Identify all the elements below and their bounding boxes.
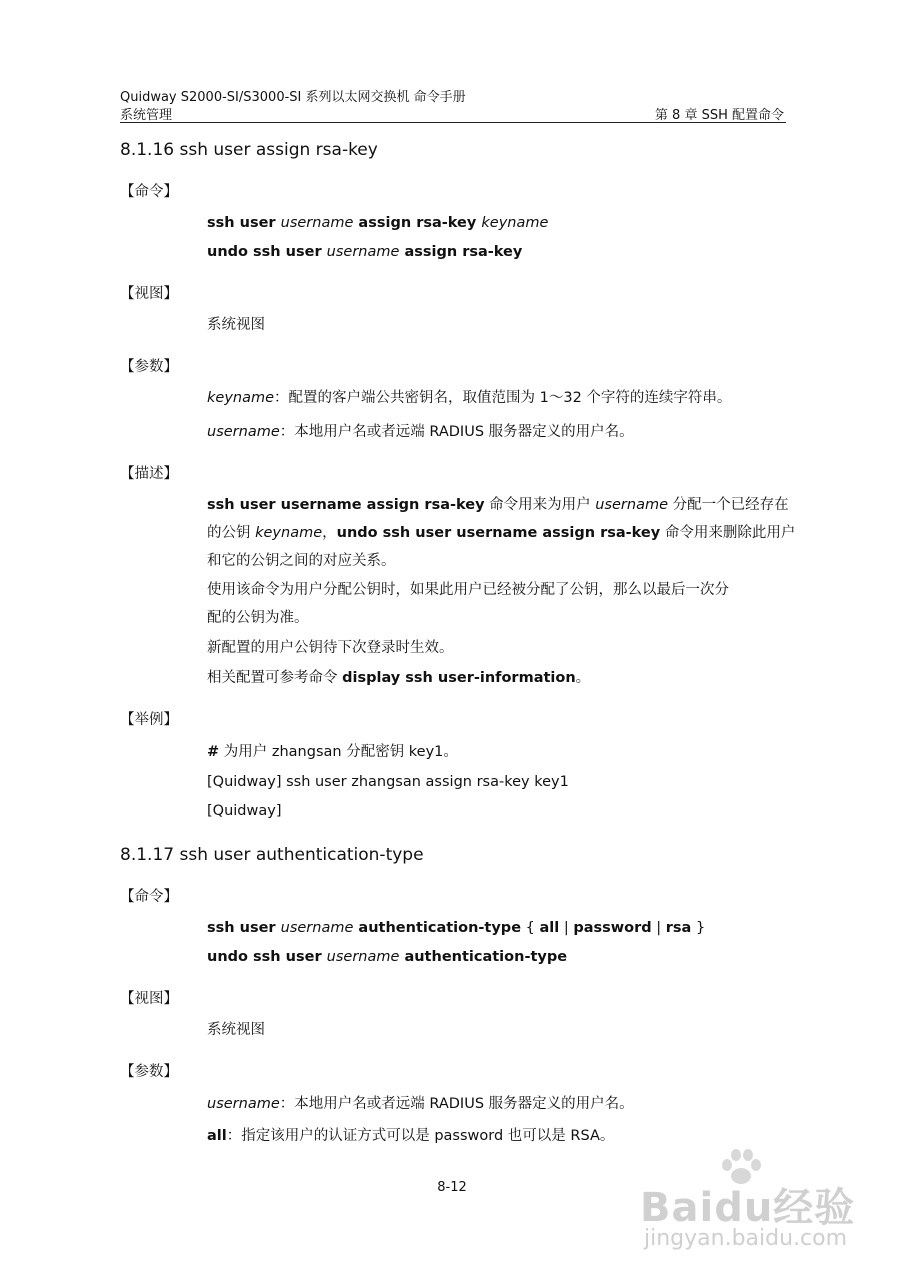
- param-key: username: [207, 424, 280, 440]
- param-text: ：指定该用户的认证方式可以是 password 也可以是 RSA。: [226, 1128, 615, 1144]
- cmd-brace: }: [691, 920, 706, 936]
- label-params: 【参数】: [120, 359, 178, 375]
- desc-line: [207, 519, 796, 548]
- desc-cmd: display ssh user-information: [342, 670, 576, 686]
- desc-cmd: ssh user username assign rsa-key: [207, 497, 485, 513]
- example-line: [Quidway] ssh user zhangsan assign rsa-key key1: [207, 774, 569, 790]
- cmd-sep: |: [559, 920, 574, 936]
- cmd-option: rsa: [665, 920, 692, 936]
- undo-command-syntax: [207, 238, 787, 267]
- watermark-logo: Baidu经验: [640, 1185, 856, 1231]
- param-text: ：配置的客户端公共密钥名，取值范围为 1～32 个字符的连续字符串。: [274, 390, 732, 406]
- header-rule: [120, 122, 786, 123]
- desc-text: 相关配置可参考命令: [207, 670, 343, 686]
- command-syntax: [207, 914, 787, 943]
- cmd-arg: username: [326, 244, 400, 260]
- example-comment: [207, 738, 787, 767]
- desc-arg: username: [595, 497, 669, 513]
- cmd-part: undo ssh user: [207, 949, 327, 965]
- cmd-part: authentication-type: [399, 949, 568, 965]
- cmd-arg: username: [280, 215, 354, 231]
- baidu-watermark: [640, 1148, 870, 1258]
- header-section: 系统管理: [120, 108, 173, 123]
- label-view: 【视图】: [120, 286, 178, 302]
- label-view: 【视图】: [120, 991, 178, 1007]
- param-key: keyname: [207, 390, 275, 406]
- param-text: ：本地用户名或者远端 RADIUS 服务器定义的用户名。: [279, 424, 634, 440]
- cmd-sep: |: [651, 920, 666, 936]
- undo-command-syntax: [207, 943, 787, 972]
- cmd-part: ssh user: [207, 920, 281, 936]
- cmd-part: authentication-type: [353, 920, 522, 936]
- section-title-8-1-16: 8.1.16 ssh user assign rsa-key: [120, 140, 378, 160]
- desc-line: 使用该命令为用户分配公钥时，如果此用户已经被分配了公钥，那么以最后一次分: [207, 582, 729, 598]
- desc-line: 和它的公钥之间的对应关系。: [207, 553, 396, 569]
- header-title: Quidway S2000-SI/S3000-SI 系列以太网交换机 命令手册: [120, 90, 466, 105]
- desc-line: 配的公钥为准。: [207, 610, 309, 626]
- watermark-url: jingyan.baidu.com: [644, 1226, 848, 1251]
- param-key: all: [207, 1128, 227, 1144]
- param-username: [207, 418, 787, 447]
- desc-text: 命令用来为用户: [484, 497, 596, 513]
- command-syntax: [207, 209, 787, 238]
- view-text: 系统视图: [207, 317, 265, 333]
- desc-text: 分配一个已经存在: [668, 497, 789, 513]
- header-chapter: 第 8 章 SSH 配置命令: [654, 108, 784, 123]
- desc-text: 。: [575, 670, 591, 686]
- desc-cmd: undo ssh user username assign rsa-key: [336, 525, 661, 541]
- desc-line: [207, 491, 787, 520]
- section-title-8-1-17: 8.1.17 ssh user authentication-type: [120, 845, 424, 865]
- desc-text: 的公钥: [207, 525, 256, 541]
- param-key: username: [207, 1096, 280, 1112]
- param-all: [207, 1122, 787, 1151]
- label-command: 【命令】: [120, 889, 178, 905]
- cmd-arg: keyname: [481, 215, 549, 231]
- label-example: 【举例】: [120, 712, 178, 728]
- label-command: 【命令】: [120, 184, 178, 200]
- label-desc: 【描述】: [120, 466, 178, 482]
- cmd-part: ssh user: [207, 215, 281, 231]
- cmd-option: password: [573, 920, 652, 936]
- example-hash: #: [207, 744, 220, 760]
- cmd-brace: {: [521, 920, 540, 936]
- desc-line: 新配置的用户公钥待下次登录时生效。: [207, 640, 454, 656]
- page-number: 8-12: [437, 1180, 467, 1195]
- desc-text: 命令用来删除此用户: [660, 525, 796, 541]
- param-username: [207, 1090, 787, 1119]
- desc-line: [207, 664, 787, 693]
- cmd-arg: username: [326, 949, 400, 965]
- param-text: ：本地用户名或者远端 RADIUS 服务器定义的用户名。: [279, 1096, 634, 1112]
- desc-text: ，: [322, 525, 337, 541]
- cmd-arg: username: [280, 920, 354, 936]
- cmd-part: assign rsa-key: [399, 244, 523, 260]
- cmd-option: all: [539, 920, 560, 936]
- label-params: 【参数】: [120, 1064, 178, 1080]
- view-text: 系统视图: [207, 1022, 265, 1038]
- cmd-part: assign rsa-key: [353, 215, 482, 231]
- desc-arg: keyname: [255, 525, 323, 541]
- cmd-part: undo ssh user: [207, 244, 327, 260]
- example-line: [Quidway]: [207, 803, 282, 819]
- param-keyname: [207, 384, 787, 413]
- example-text: 为用户 zhangsan 分配密钥 key1。: [219, 744, 458, 760]
